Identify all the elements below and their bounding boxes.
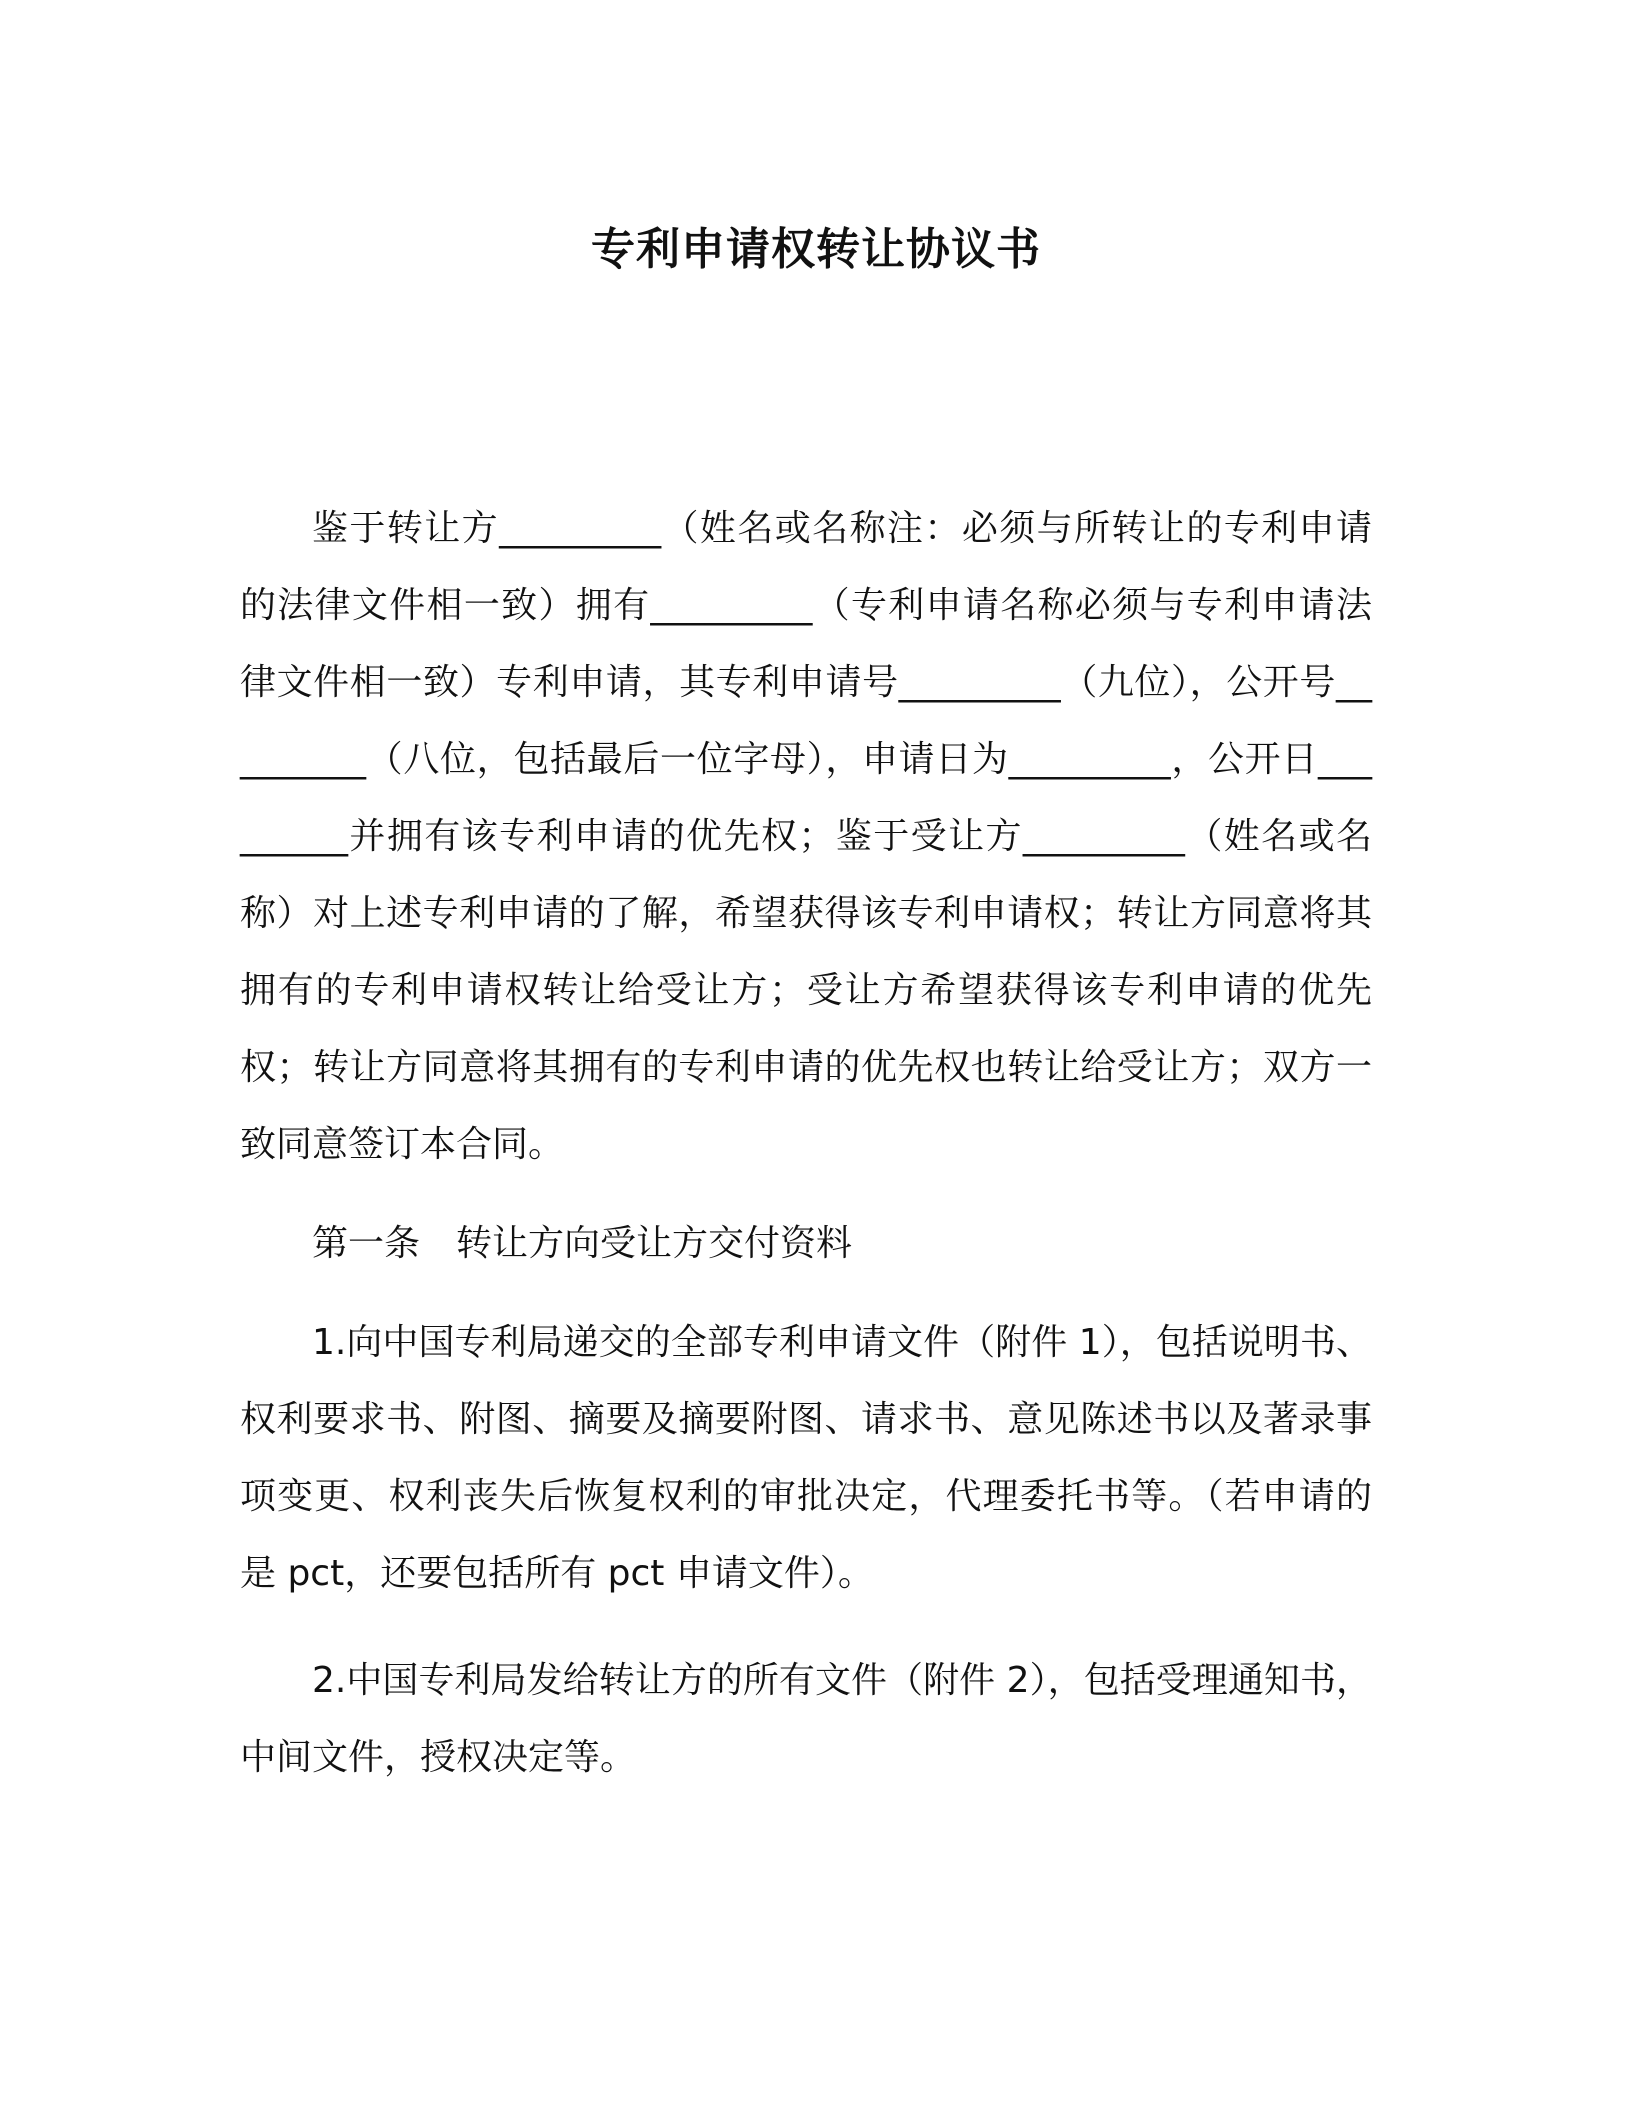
article-1-item-2: 2.中国专利局发给转让方的所有文件（附件 2），包括受理通知书，中间文件，授权决定等。	[240, 1660, 1372, 1778]
article-1-item-1: 1.向中国专利局递交的全部专利申请文件（附件 1），包括说明书、权利要求书、附图、摘要及摘要附图、请求书、意见陈述书以及著录事项变更、权利丧失后恢复权利的审批决定，代理委托书等。（若申请的是 pct，还要包括所有 pct 申请文件）。	[240, 1322, 1372, 1594]
document-body	[240, 490, 1372, 1796]
article-1-heading: 第一条 转让方向受让方交付资料	[312, 1223, 853, 1264]
preamble-paragraph: 鉴于转让方_________（姓名或名称注：必须与所转让的专利申请的法律文件相一致）拥有_________（专利申请名称必须与专利申请法律文件相一致）专利申请，其专利申请号_________（九位），公开号_________（八位，包括最后一位字母），申请日为_________，公开日_________并拥有该专利申请的优先权；鉴于受让方_________（姓名或名称）对上述专利申请的了解，希望获得该专利申请权；转让方同意将其拥有的专利申请权转让给受让方；受让方希望获得该专利申请的优先权；转让方同意将其拥有的专利申请的优先权也转让给受让方；双方一致同意签订本合同。	[240, 508, 1372, 1165]
document-title: 专利申请权转让协议书	[591, 224, 1041, 275]
